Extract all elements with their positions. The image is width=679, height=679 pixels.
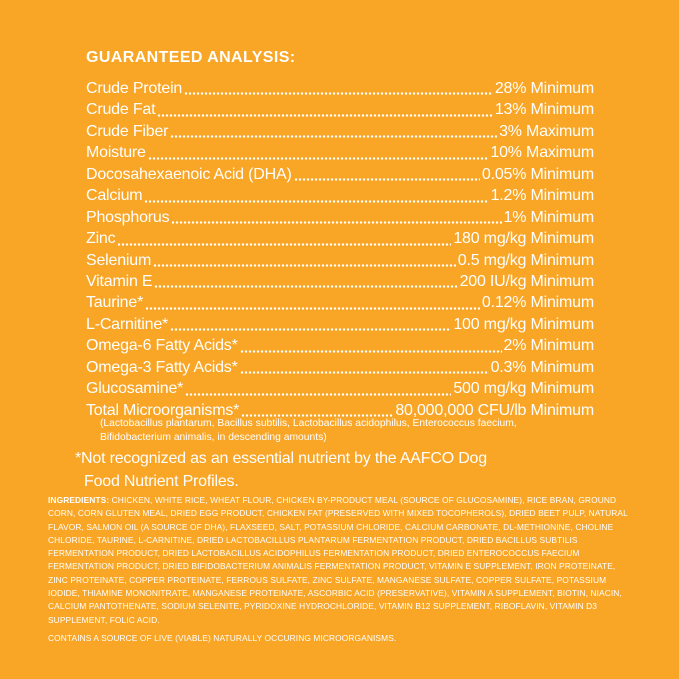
- dot-leader: [170, 327, 451, 332]
- nutrient-value: 0.5 mg/kg Minimum: [457, 251, 594, 269]
- nutrient-name: Calcium: [86, 187, 143, 205]
- nutrient-name: Zinc: [86, 230, 116, 248]
- nutrient-name: Moisture: [86, 144, 146, 162]
- nutrient-name: Crude Fat: [86, 101, 156, 119]
- nutrient-name: Omega-6 Fatty Acids*: [86, 337, 238, 355]
- dot-leader: [240, 370, 489, 375]
- analysis-row: [86, 314, 594, 335]
- dot-leader: [184, 91, 493, 96]
- ingredients-label: INGREDIENTS:: [48, 495, 110, 505]
- ingredients-text: CHICKEN, WHITE RICE, WHEAT FLOUR, CHICKEN BY-PRODUCT MEAL (SOURCE OF GLUCOSAMINE), RICE BRAN, GROUND CORN, CORN GLUTEN MEAL, DRIED EGG PRODUCT, CHICKEN FAT (PRESERVED WITH MIXED TOCOPHEROLS), DRIED BEET PULP, NATURAL FLAVOR, SALMON OIL (A SOURCE OF DHA), FLAXSEED, SALT, POTASSIUM CHLORIDE, CALCIUM CARBONATE, DL-METHIONINE, CHOLINE CHLORIDE, TAURINE, L-CARNITINE, DRIED LACTOBACILLUS PLANTARUM FERMENTATION PRODUCT, DRIED BACILLUS SUBTILIS FERMENTATION PRODUCT, DRIED LACTOBACILLUS ACIDOPHILUS FERMENTATION PRODUCT, DRIED ENTEROCOCCUS FAECIUM FERMENTATION PRODUCT, DRIED BIFIDOBACTERIUM ANIMALIS FERMENTATION PRODUCT, VITAMIN E SUPPLEMENT, IRON PROTEINATE, ZINC PROTEINATE, COPPER PROTEINATE, FERROUS SULFATE, ZINC SULFATE, MANGANESE SULFATE, COPPER SULFATE, POTASSIUM IODIDE, THIAMINE MONONITRATE, MANGANESE PROTEINATE, ASCORBIC ACID (PRESERVATIVE), VITAMIN A SUPPLEMENT, BIOTIN, NIACIN, CALCIUM PANTOTHENATE, SODIUM SELENITE, PYRIDOXINE HYDROCHLORIDE, VITAMIN B12 SUPPLEMENT, RIBOFLAVIN, VITAMIN D3 SUPPLEMENT, FOLIC ACID.: [48, 495, 628, 625]
- nutrient-value: 0.05% Minimum: [481, 165, 594, 183]
- dot-leader: [171, 220, 501, 225]
- nutrient-name: Crude Fiber: [86, 122, 169, 140]
- analysis-row: [86, 335, 594, 356]
- analysis-row: [86, 78, 594, 99]
- analysis-row: [86, 121, 594, 142]
- nutrient-name: Phosphorus: [86, 208, 170, 226]
- dot-leader: [117, 242, 451, 247]
- guaranteed-analysis-title: GUARANTEED ANALYSIS:: [86, 49, 296, 66]
- nutrient-name: Docosahexaenoic Acid (DHA): [86, 165, 292, 183]
- analysis-row: [86, 99, 594, 120]
- nutrient-name: Selenium: [86, 251, 152, 269]
- analysis-row: [86, 271, 594, 292]
- nutrient-value: 80,000,000 CFU/lb Minimum: [395, 401, 594, 419]
- analysis-row: [86, 292, 594, 313]
- nutrient-name: Total Microorganisms*: [86, 401, 240, 419]
- nutrient-value: 1% Minimum: [503, 208, 594, 226]
- nutrient-value: 200 IU/kg Minimum: [459, 272, 594, 290]
- nutrient-name: Taurine*: [86, 294, 144, 312]
- nutrient-name: L-Carnitine*: [86, 315, 169, 333]
- analysis-row: [86, 357, 594, 378]
- nutrient-value: 13% Minimum: [494, 101, 594, 119]
- dot-leader: [148, 156, 489, 161]
- nutrient-value: 0.3% Minimum: [490, 358, 594, 376]
- ingredients-paragraph: [48, 494, 632, 627]
- analysis-row: [86, 142, 594, 163]
- analysis-row: [86, 228, 594, 249]
- analysis-row: [86, 207, 594, 228]
- dot-leader: [240, 349, 502, 354]
- nutrient-value: 180 mg/kg Minimum: [453, 230, 594, 248]
- analysis-row: [86, 185, 594, 206]
- nutrient-name: Vitamin E: [86, 272, 153, 290]
- nutrient-name: Crude Protein: [86, 80, 183, 97]
- microorganisms-species-note: (Lactobacillus plantarum, Bacillus subtilis, Lactobacillus acidophilus, Enterococcus faecium, Bifidobacterium animalis, in descending amounts): [100, 418, 517, 443]
- dot-leader: [185, 392, 451, 397]
- nutrient-value: 28% Minimum: [494, 80, 594, 97]
- nutrient-value: 0.12% Minimum: [481, 294, 594, 312]
- analysis-row: [86, 164, 594, 185]
- nutrient-value: 3% Maximum: [499, 122, 594, 140]
- dot-leader: [157, 113, 492, 118]
- guaranteed-analysis-table: [86, 78, 594, 421]
- nutrient-value: 100 mg/kg Minimum: [453, 315, 594, 333]
- dot-leader: [153, 263, 456, 268]
- nutrient-name: Omega-3 Fatty Acids*: [86, 358, 238, 376]
- aafco-footnote: *Not recognized as an essential nutrient by the AAFCO Dog Food Nutrient Profiles.: [75, 450, 487, 490]
- dot-leader: [145, 306, 480, 311]
- dot-leader: [170, 134, 497, 139]
- analysis-row: [86, 378, 594, 399]
- nutrient-value: 1.2% Minimum: [490, 187, 594, 205]
- live-microorganisms-note: CONTAINS A SOURCE OF LIVE (VIABLE) NATURALLY OCCURING MICROORGANISMS.: [48, 633, 397, 643]
- nutrient-value: 2% Minimum: [503, 337, 594, 355]
- nutrient-name: Glucosamine*: [86, 380, 184, 398]
- nutrient-value: 10% Maximum: [490, 144, 594, 162]
- dot-leader: [154, 284, 457, 289]
- nutrient-value: 500 mg/kg Minimum: [453, 380, 594, 398]
- dot-leader: [294, 177, 480, 182]
- dot-leader: [144, 199, 488, 204]
- analysis-row: [86, 250, 594, 271]
